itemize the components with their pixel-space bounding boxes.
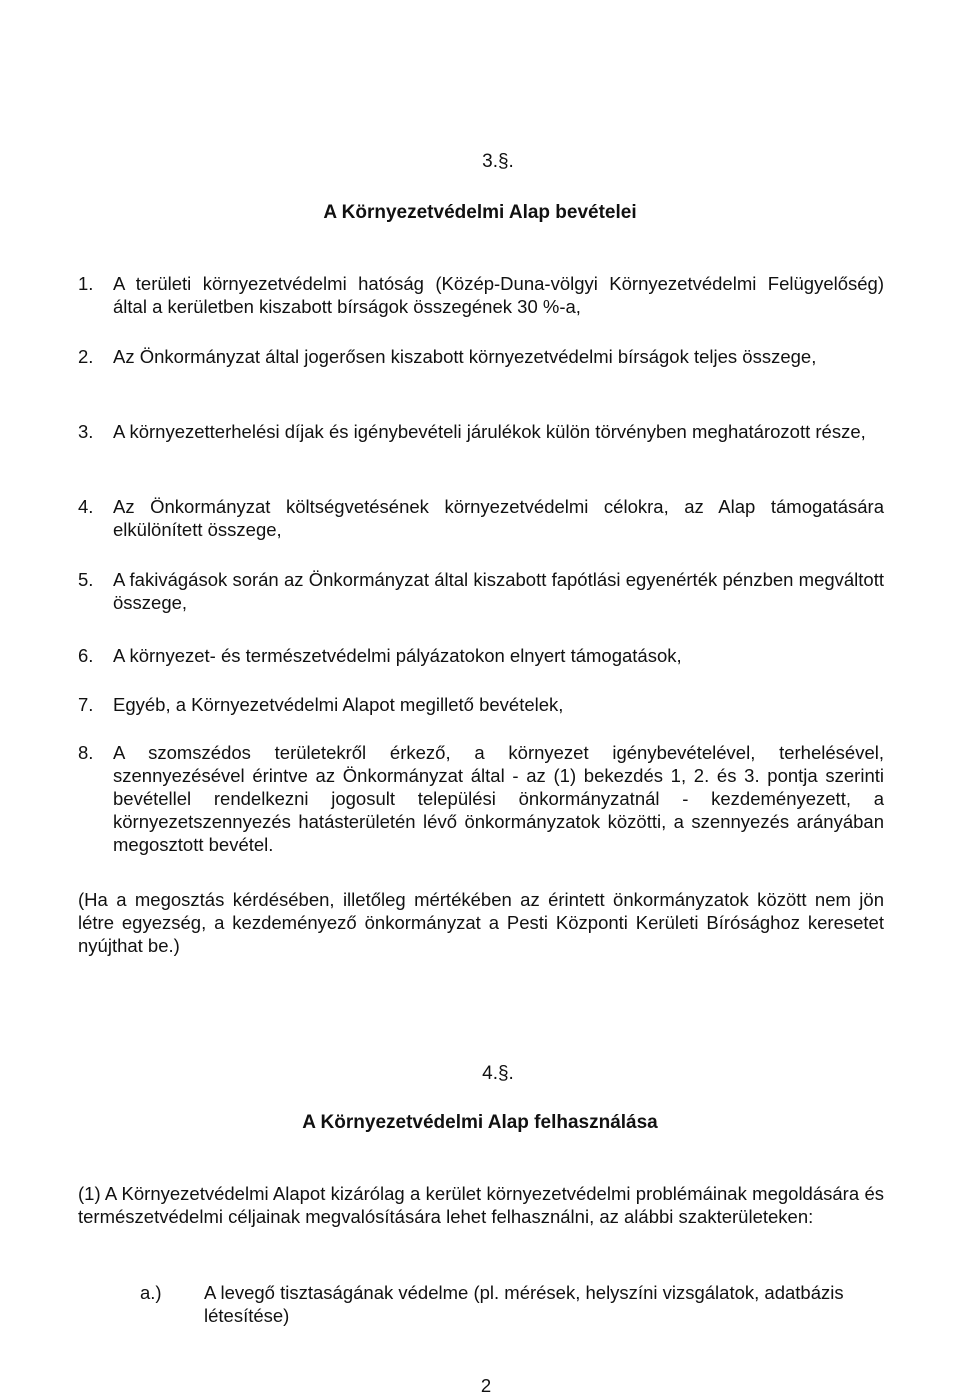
list-item — [78, 272, 884, 318]
list-item-number: 4. — [78, 496, 94, 517]
list-item-number: 3. — [78, 421, 94, 442]
list-item — [78, 693, 884, 716]
list-item — [78, 644, 884, 667]
list-item-number: 1. — [78, 273, 94, 294]
list-item-number: 5. — [78, 569, 94, 590]
list-item — [78, 495, 884, 541]
list-item-text: A környezetterhelési díjak és igénybevételi járulékok külön törvényben meghatározott része, — [113, 421, 866, 442]
list-item — [78, 741, 884, 856]
list-item-text: Az Önkormányzat által jogerősen kiszabott környezetvédelmi bírságok teljes összege, — [113, 346, 817, 367]
list-item-text: A területi környezetvédelmi hatóság (Közép-Duna-völgyi Környezetvédelmi Felügyelőség) által a kerületben kiszabott bírságok összegének 30 %-a, — [113, 273, 884, 317]
list-item-text: Egyéb, a Környezetvédelmi Alapot megillető bevételek, — [113, 694, 564, 715]
sub-list-item-number: a.) — [140, 1282, 162, 1303]
list-item-text: A fakivágások során az Önkormányzat által kiszabott fapótlási egyenérték pénzben megváltott összege, — [113, 569, 884, 613]
list-item-text: Az Önkormányzat költségvetésének környezetvédelmi célokra, az Alap támogatására elkülönített összege, — [113, 496, 884, 540]
sub-list-item — [140, 1281, 884, 1327]
sub-list-item-text: A levegő tisztaságának védelme (pl. mérések, helyszíni vizsgálatok, adatbázis létesítése) — [204, 1282, 844, 1326]
list-item-number: 8. — [78, 742, 94, 763]
list-item-number: 6. — [78, 645, 94, 666]
list-item — [78, 420, 884, 443]
section-3-number: 3.§. — [482, 151, 514, 172]
page-number: 2 — [480, 1375, 492, 1396]
section-4-number: 4.§. — [482, 1063, 514, 1084]
list-item-number: 7. — [78, 694, 94, 715]
list-item-text: A szomszédos területekről érkező, a környezet igénybevételével, terhelésével, szennyezésével érintve az Önkormányzat által - az (1) bekezdés 1, 2. és 3. pontja szerinti bevétellel rendelkezni jogosult települési önkormányzatnál - kezdeményezett, a környezetszennyezés hatásterületén lévő önkormányzatok közötti, a szennyezés arányában megosztott bevétel. — [113, 742, 884, 855]
list-item — [78, 568, 884, 614]
section-4-paragraph: (1) A Környezetvédelmi Alapot kizárólag a kerület környezetvédelmi problémáinak megoldására és természetvédelmi céljainak megvalósítására lehet felhasználni, az alábbi szakterületeken: — [78, 1183, 884, 1227]
list-item-number: 2. — [78, 346, 94, 367]
list-item — [78, 345, 884, 368]
section-4-title: A Környezetvédelmi Alap felhasználása — [302, 1112, 658, 1133]
section-3-title: A Környezetvédelmi Alap bevételei — [323, 202, 637, 223]
section-3-note: (Ha a megosztás kérdésében, illetőleg mértékében az érintett önkormányzatok között nem jön létre egyezség, a kezdeményező önkormányzat a Pesti Központi Kerületi Bírósághoz keresetet nyújthat be.) — [78, 889, 884, 956]
list-item-text: A környezet- és természetvédelmi pályázatokon elnyert támogatások, — [113, 645, 682, 666]
